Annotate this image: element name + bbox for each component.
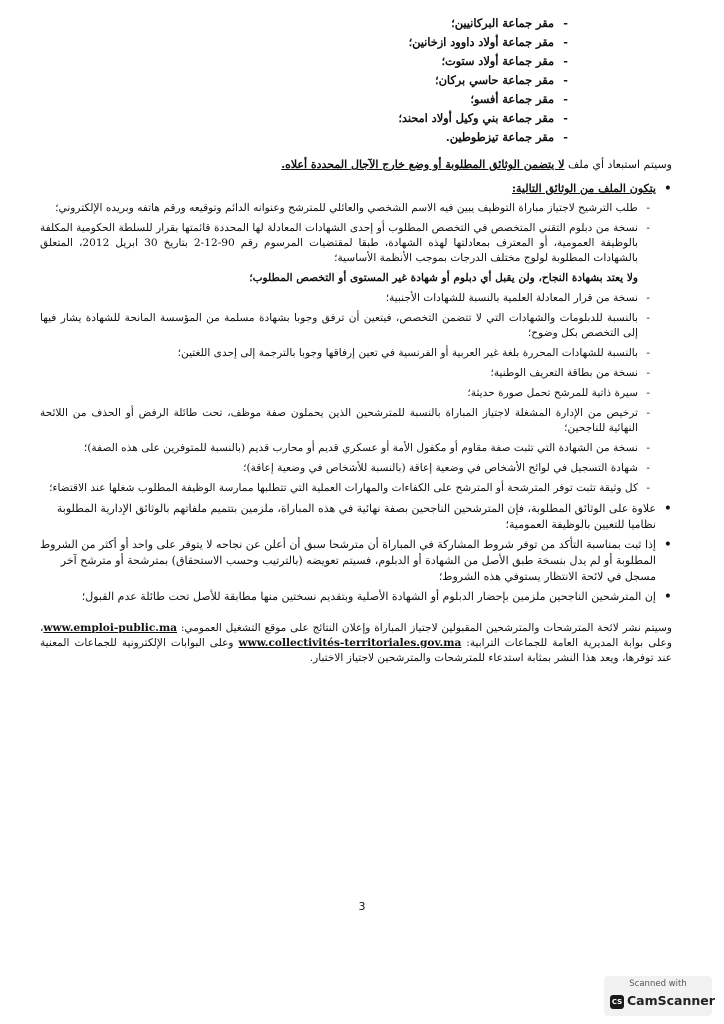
list-item: - مقر جماعة حاسي بركان؛ (40, 71, 568, 90)
list-item: - مقر جماعة أولاد ستوت؛ (40, 52, 568, 71)
document-page (40, 14, 672, 904)
list-item: - مقر جماعة تيزطوطين. (40, 128, 568, 147)
list-item: - نسخة من بطاقة التعريف الوطنية؛ (40, 366, 650, 381)
camscanner-brand: CamScanner (627, 993, 715, 1008)
list-item: - ترخيص من الإدارة المشغلة لاجتياز المباراة بالنسبة للمترشحين الذين يحملون صفة موظف، تحت طائلة الرفض أو الحذف من اللائحة النهائية للناجحين؛ (40, 406, 650, 436)
collectivites-link[interactable]: www.collectivités-territoriales.gov.ma (238, 637, 462, 649)
exclusion-underlined: لا يتضمن الوثائق المطلوبة أو وضع خارج الآجال المحددة أعلاه. (281, 158, 565, 171)
communes-list (40, 14, 672, 147)
exclusion-prefix: وسيتم استبعاد أي ملف (564, 158, 672, 171)
camscanner-watermark (604, 976, 715, 1016)
publication-text-2: ، وعلى بوابة المديرية العامة للجماعات الترابية: (40, 622, 672, 649)
list-item: - نسخة من دبلوم التقني المتخصص في التخصص المطلوب أو إحدى الشهادات المعادلة لها المحددة قائمتها بقرار للسلطة الحكومية المكلفة بالوظيفة العمومية، أو المعترف بمعادلتها لهذه الشهادة، طبقا لمقتضيات المرسوم رقم 90-12-2 بتاريخ 30 ابريل 2012، المتعلق بالشهادات المطلوبة لولوج مختلف الدرجات بموجب الأنظمة الأساسية؛ (40, 221, 650, 266)
docs-heading-item (40, 181, 672, 197)
note-item: • علاوة على الوثائق المطلوبة، فإن المترشحين الناجحين بصفة نهائية في هذه المباراة، ملزمين بتتميم ملفاتهم بالوثائق الإدارية المطلوبة نظاميا للتعيين بالوظيفة العمومية؛ (40, 501, 672, 533)
publication-text-3: وعلى البوابات الإلكترونية للجماعات المعنية عند توفرها، ويعد هذا النشر بمثابة استدعاء للمترشحات والمترشحين لاجتياز الاختبار. (40, 637, 672, 664)
list-item: - بالنسبة للدبلومات والشهادات التي لا تتضمن التخصص، فيتعين أن ترفق وجوبا بشهادة مسلمة من المؤسسة المانحة للشهادة يشار فيها إلى التخصص بكل وضوح؛ (40, 311, 650, 341)
list-item: - نسخة من الشهادة التي تثبت صفة مقاوم أو مكفول الأمة أو عسكري قديم أو محارب قديم (بالنسبة للمتوفرين على هذه الصفة)؛ (40, 441, 650, 456)
page-number: 3 (358, 900, 366, 913)
list-item: ولا يعتد بشهادة النجاح، ولن يقبل أي دبلوم أو شهادة غير المستوى أو التخصص المطلوب؛ (249, 272, 638, 284)
list-item: - مقر جماعة البركانيين؛ (40, 14, 568, 33)
list-item: - نسخة من قرار المعادلة العلمية بالنسبة للشهادات الأجنبية؛ (40, 291, 650, 306)
camscanner-logo-icon: CS (610, 995, 624, 1009)
documents-list (40, 201, 672, 496)
list-item: - كل وثيقة تثبت توفر المترشحة أو المترشح على الكفاءات والمهارات العملية التي تتطلبها ممارسة الوظيفة المطلوب شغلها عند الاقتضاء؛ (40, 481, 650, 496)
list-item: - مقر جماعة أفسو؛ (40, 90, 568, 109)
list-item: - طلب الترشيح لاجتياز مباراة التوظيف يبين فيه الاسم الشخصي والعائلي للمترشح وعنوانه الدائم وتوقيعه ورقم هاتفه وبريده الإلكتروني؛ (40, 201, 650, 216)
scanned-with-label: Scanned with (629, 979, 687, 989)
publication-text-1: وسيتم نشر لائحة المترشحات والمترشحين المقبولين لاجتياز المباراة وإعلان النتائج على موقع التشغيل العمومي: (177, 622, 672, 634)
list-item: - مقر جماعة بني وكيل أولاد امحند؛ (40, 109, 568, 128)
list-item: - بالنسبة للشهادات المحررة بلغة غير العربية أو الفرنسية في تعين إرفاقها وجوبا بالترجمة إلى إحدى اللغتين؛ (40, 346, 650, 361)
list-item: - مقر جماعة أولاد داوود ازخانين؛ (40, 33, 568, 52)
publication-notice (40, 621, 672, 666)
note-item: • إذا ثبت بمناسبة التأكد من توفر شروط المشاركة في المباراة أن مترشحا سبق أن أعلن عن نجاحه لا يتوفر على واحد أو أكثر من الشروط المطلوبة أو لم يدل بنسخة طبق الأصل من الشهادة أو الدبلوم، فسيتم تعويضه (بالترتيب وحسب الاستحقاق) بمترشحة أو مترشح آخر مسجل في لائحة الانتظار يستوفي هذه الشروط؛ (40, 537, 672, 585)
emploi-public-link[interactable]: www.emploi-public.ma (43, 622, 178, 634)
list-item: - سيرة ذاتية للمرشح تحمل صورة حديثة؛ (40, 386, 650, 401)
note-item: • إن المترشحين الناجحين ملزمين بإحضار الدبلوم أو الشهادة الأصلية وبتقديم نسختين منها مطابقة للأصل تحت طائلة عدم القبول؛ (40, 589, 672, 605)
exclusion-notice (40, 157, 672, 173)
docs-heading: يتكون الملف من الوثائق التالية: (511, 182, 656, 195)
list-item: - شهادة التسجيل في لوائح الأشخاص في وضعية إعاقة (بالنسبة للأشخاص في وضعية إعاقة)؛ (40, 461, 650, 476)
